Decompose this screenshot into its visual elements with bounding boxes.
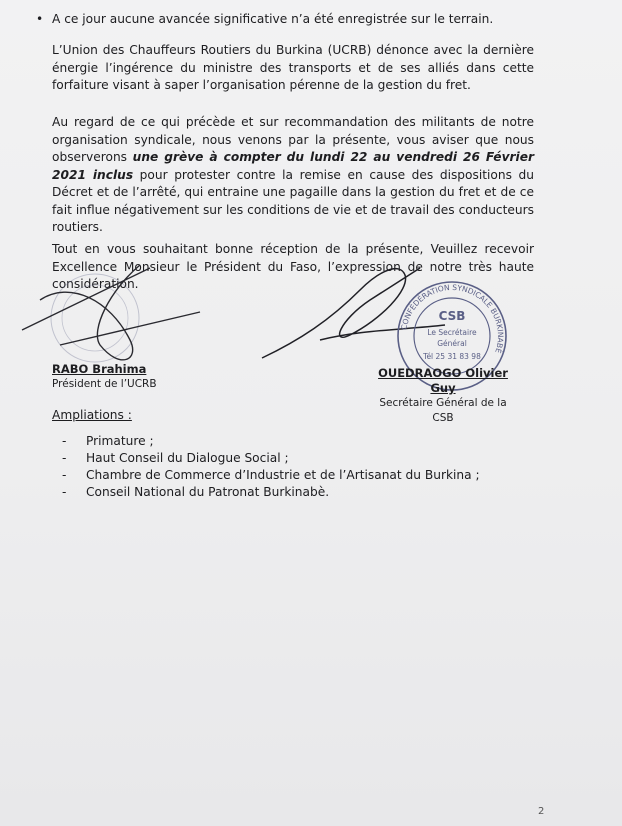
ampliation-item: - Haut Conseil du Dialogue Social ;	[62, 451, 289, 465]
bullet-text: A ce jour aucune avancée significative n’a été enregistrée sur le terrain.	[52, 12, 494, 26]
stamp-ring-path: CONFÉDÉRATION SYNDICALE BURKINABÈ	[399, 282, 506, 355]
signatory-ucrb-title: Président de l’UCRB	[52, 378, 157, 390]
ampliations-heading: Ampliations :	[52, 408, 132, 422]
bullet-item	[36, 12, 493, 26]
signatory-ucrb	[52, 362, 157, 392]
paragraph-ucrb: L’Union des Chauffeurs Routiers du Burkina (UCRB) dénonce avec la dernière énergie l’ingérence du ministre des transports et de ses alliés dans cette forfaiture visant à saper l’organisation pérenne de la gestion du fret.	[52, 43, 534, 92]
paragraph-strike-notice	[52, 114, 534, 237]
ampliation-item: - Chambre de Commerce d’Industrie et de l’Artisanat du Burkina ;	[62, 468, 480, 482]
stamp-line2: Général	[437, 339, 467, 348]
page-number: 2	[538, 806, 545, 817]
signatory-csb-title: Secrétaire Général de la CSB	[379, 397, 507, 424]
strike-dates: une grève à compter du lundi 22 au vendredi 26 Février 2021 inclus	[52, 150, 534, 182]
paragraph-closing: Tout en vous souhaitant bonne réception de la présente, Veuillez recevoir Excellence Monsieur le Président du Faso, l’expression de notre très haute considération.	[52, 242, 534, 291]
signatory-ucrb-name: RABO Brahima	[52, 362, 147, 376]
stamp-line1: Le Secrétaire	[427, 328, 477, 337]
ampliation-item: - Primature ;	[62, 434, 154, 448]
stamp-ring-text	[399, 283, 505, 355]
signatory-csb-name: OUEDRAOGO Olivier Guy	[378, 366, 508, 395]
ampliations-list	[62, 433, 480, 501]
signatory-csb	[368, 366, 518, 426]
bullet-dot: •	[36, 12, 44, 26]
ampliation-item: - Conseil National du Patronat Burkinabè.	[62, 485, 330, 499]
strike-text-after: pour protester contre la remise en cause des dispositions du Décret et de l’arrêté, qui entraine une pagaille dans la gestion du fret et de ce fait influe négativement sur les conditions de vie et de travail des conducteurs routiers.	[52, 167, 534, 234]
stamp-center: CSB	[438, 309, 466, 323]
stamp-phone: Tél 25 31 83 98	[423, 352, 481, 361]
strike-text-before: Au regard de ce qui précède et sur recommandation des militants de notre organisation syndicale, nous venons par la présente, vous aviser que nous observerons	[52, 115, 534, 164]
